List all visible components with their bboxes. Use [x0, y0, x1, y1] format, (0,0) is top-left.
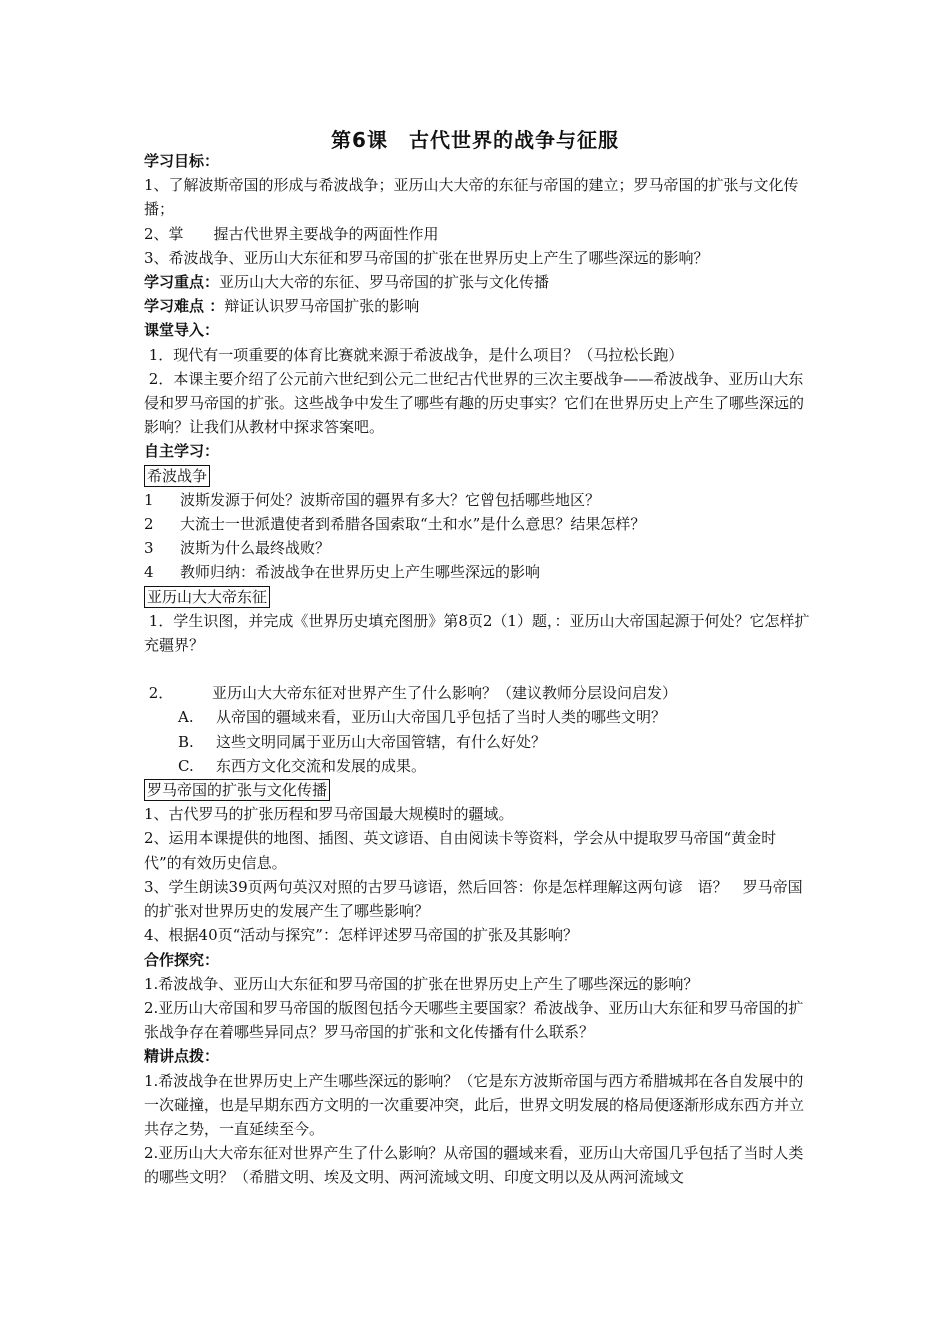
item-text: 亚历山大大帝东征对世界产生了什么影响？（建议教师分层设问启发）: [212, 684, 678, 703]
document-body: [144, 149, 812, 1190]
list-item: [144, 488, 812, 512]
intro-heading: 课堂导入：: [144, 321, 220, 340]
section-box-alexander: 亚历山大大帝东征: [144, 586, 270, 608]
goal-item: 3、希波战争、亚历山大东征和罗马帝国的扩张在世界历史上产生了哪些深远的影响？: [144, 248, 709, 267]
list-item: [144, 560, 812, 584]
option-text: 东西方文化交流和发展的成果。: [216, 756, 427, 775]
option-text: 这些文明同属于亚历山大帝国管辖，有什么好处？: [216, 732, 547, 751]
goal-item: 2、掌 握古代世界主要战争的两面性作用: [144, 224, 439, 243]
goals-heading: 学习目标：: [144, 152, 220, 170]
option-letter: A.: [178, 708, 194, 727]
difficulty-text: 辩证认识罗马帝国扩张的影响: [224, 297, 420, 316]
goal-item: 1、了解波斯帝国的形成与希波战争；亚历山大大帝的东征与帝国的建立；罗马帝国的扩张与文化传播；: [144, 176, 799, 219]
item-number: 3: [144, 539, 154, 558]
list-item: 1．学生识图，并完成《世界历史填充图册》第8页2（1）题，：亚历山大帝国起源于何处？它怎样扩充疆界？: [144, 611, 810, 655]
lesson-title: 第6课 古代世界的战争与征服: [331, 128, 619, 152]
item-number: 4: [144, 563, 154, 582]
section-box-rome: 罗马帝国的扩张与文化传播: [144, 779, 330, 801]
item-number: 2．: [144, 684, 174, 703]
list-item: 2、运用本课提供的地图、插图、英文谚语、自由阅读卡等资料，学会从中提取罗马帝国“黄金时代”的有效历史信息。: [144, 829, 777, 872]
item-text: 大流士一世派遣使者到希腊各国索取“土和水”是什么意思？结果怎样？: [180, 515, 646, 534]
list-item: 2.亚历山大大帝东征对世界产生了什么影响？从帝国的疆域来看，亚历山大帝国几乎包括了当时人类的哪些文明？（希腊文明、埃及文明、两河流域文明、印度文明以及从两河流域文: [144, 1144, 804, 1187]
list-item: 1.希波战争、亚历山大东征和罗马帝国的扩张在世界历史上产生了哪些深远的影响？: [144, 974, 699, 993]
option-item: [144, 730, 812, 754]
difficulty-line: [144, 294, 812, 318]
option-letter: C.: [178, 756, 194, 775]
option-item: [144, 705, 812, 729]
item-text: 波斯为什么最终战败？: [180, 539, 331, 558]
list-item: [144, 536, 812, 560]
self-study-heading: 自主学习：: [144, 442, 220, 461]
list-item: 4、根据40页“活动与探究”：怎样评述罗马帝国的扩张及其影响？: [144, 926, 578, 945]
item-text: 教师归纳：希波战争在世界历史上产生哪些深远的影响: [180, 563, 541, 582]
option-item: [144, 754, 812, 778]
intro-item: 2．本课主要介绍了公元前六世纪到公元二世纪古代世界的三次主要战争——希波战争、亚历山大东侵和罗马帝国的扩张。这些战争中发生了哪些有趣的历史事实？它们在世界历史上产生了哪些深远的影响？让我们从教材中探求答案吧。: [144, 369, 805, 437]
item-text: 波斯发源于何处？波斯帝国的疆界有多大？它曾包括哪些地区？: [180, 490, 601, 509]
section-box-greco-persian: 希波战争: [144, 465, 210, 487]
list-item: 3、学生朗读39页两句英汉对照的古罗马谚语，然后回答：你是怎样理解这两句谚 语？ 罗马帝国的扩张对世界历史的发展产生了哪些影响？: [144, 877, 803, 921]
list-item: 1.希波战争在世界历史上产生哪些深远的影响？（它是东方波斯帝国与西方希腊城邦在各自发展中的一次碰撞，也是早期东西方文明的一次重要冲突，此后，世界文明发展的格局便逐渐形成东西方并立共存之势，一直延续至今。: [144, 1071, 805, 1138]
item-number: 1: [144, 490, 154, 509]
cooperation-heading: 合作探究：: [144, 950, 220, 969]
list-item: 1、古代罗马的扩张历程和罗马帝国最大规模时的疆域。: [144, 805, 514, 824]
list-item: 2.亚历山大帝国和罗马帝国的版图包括今天哪些主要国家？希波战争、亚历山大东征和罗马帝国的扩张战争存在着哪些异同点？罗马帝国的扩张和文化传播有什么联系？: [144, 998, 804, 1042]
item-number: 2: [144, 515, 154, 534]
option-letter: B.: [178, 732, 194, 751]
option-text: 从帝国的疆域来看，亚历山大帝国几乎包括了当时人类的哪些文明？: [216, 708, 667, 727]
focus-line: [144, 270, 812, 294]
list-item: [144, 681, 812, 705]
focus-text: 亚历山大大帝的东征、罗马帝国的扩张与文化传播: [219, 273, 550, 292]
key-points-heading: 精讲点拨：: [144, 1047, 220, 1066]
focus-heading: 学习重点：: [144, 273, 220, 292]
difficulty-heading: 学习难点 ：: [144, 297, 225, 316]
intro-item: 1．现代有一项重要的体育比赛就来源于希波战争，是什么项目？（马拉松长跑）: [144, 345, 684, 364]
list-item: [144, 512, 812, 536]
